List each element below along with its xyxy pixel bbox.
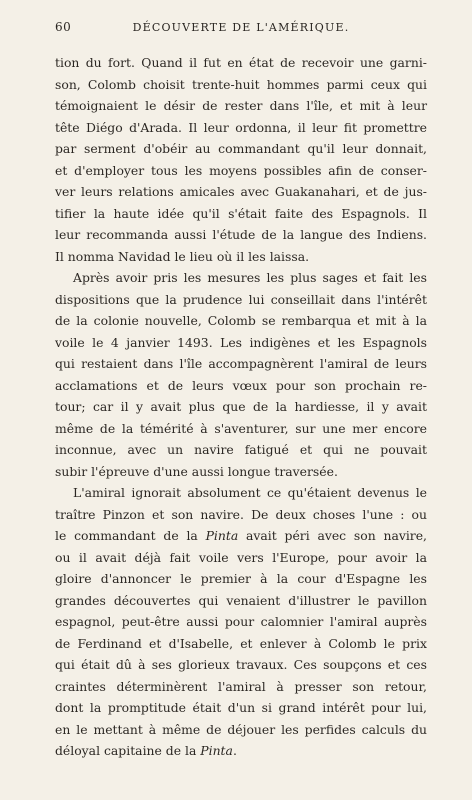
text-line (55, 740, 427, 762)
line-text: en le mettant à même de déjouer les perfides calculs du (55, 721, 427, 737)
line-text: qui restaient dans l'île accompagnèrent l'amiral de leurs (55, 356, 427, 371)
line-text: tête Diégo d'Arada. Il leur ordonna, il leur fit promettre (55, 119, 427, 135)
line-text: dont la promptitude était d'un si grand intérêt pour lui, (55, 700, 427, 715)
line-text: dispositions que la prudence lui conseillait dans l'intérêt (55, 291, 427, 307)
line-text: Il nomma Navidad le lieu où il les laissa. (55, 248, 310, 264)
text-line (55, 418, 427, 440)
line-text: voile le 4 janvier 1493. Les indigènes et les Espagnols (55, 334, 427, 350)
line-text: gloire d'annoncer le premier à la cour d'Espagne les (55, 571, 427, 586)
text-line (55, 52, 427, 74)
line-text: ver leurs relations amicales avec Guakanahari, et de jus- (55, 184, 427, 199)
text-line (55, 547, 427, 569)
page-number: 60 (55, 20, 72, 34)
line-text: acclamations et de leurs vœux pour son prochain re- (55, 377, 427, 393)
ship-name: Pinta (200, 743, 233, 758)
line-text: de la colonie nouvelle, Colomb se rembarqua et mit à la (55, 313, 427, 328)
line-text: avait péri avec son navire, (238, 528, 427, 543)
line-text: Après avoir pris les mesures les plus sages et fait les (73, 270, 427, 285)
line-text: tion du fort. Quand il fut en état de recevoir une garni- (55, 55, 427, 70)
text-line (55, 482, 427, 504)
paragraph (55, 267, 427, 482)
text-line (55, 353, 427, 375)
text-line (55, 504, 427, 526)
running-title: DÉCOUVERTE DE L'AMÉRIQUE. (132, 21, 350, 34)
text-line (55, 203, 427, 225)
text-line (55, 633, 427, 655)
line-text: déloyal capitaine de la (55, 743, 201, 758)
line-text: leur recommanda aussi l'étude de la langue des Indiens. (55, 227, 427, 242)
text-line (55, 95, 427, 117)
line-text: craintes déterminèrent l'amiral à presser son retour, (55, 678, 427, 694)
body-text (55, 52, 427, 762)
text-line (55, 396, 427, 418)
line-text: témoignaient le désir de rester dans l'île, et mit à leur (55, 98, 427, 113)
line-text: traître Pinzon et son navire. De deux choses l'une : ou (55, 506, 427, 522)
line-text: inconnue, avec un navire fatigué et qui ne pouvait (55, 442, 427, 457)
line-text: tifier la haute idée qu'il s'était faite des Espagnols. Il (55, 205, 427, 221)
line-text: ou il avait déjà fait voile vers l'Europe, pour avoir la (55, 549, 427, 565)
line-text: . (232, 743, 237, 758)
text-line (55, 525, 427, 547)
text-line (55, 375, 427, 397)
text-line (55, 246, 427, 268)
text-line (55, 181, 427, 203)
text-line (55, 654, 427, 676)
line-text: même de la témérité à s'aventurer, sur une mer encore (55, 420, 427, 436)
text-line (55, 611, 427, 633)
text-line (55, 267, 427, 289)
text-line (55, 310, 427, 332)
text-line (55, 697, 427, 719)
paragraph (55, 52, 427, 267)
line-text: tour; car il y avait plus que de la hardiesse, il y avait (55, 399, 427, 414)
line-text: le commandant de la (55, 528, 206, 543)
text-line (55, 332, 427, 354)
line-text: son, Colomb choisit trente-huit hommes parmi ceux qui (55, 76, 427, 92)
text-line (55, 719, 427, 741)
text-line (55, 117, 427, 139)
line-text: L'amiral ignorait absolument ce qu'étaient devenus le (73, 485, 427, 500)
ship-name: Pinta (205, 528, 239, 543)
text-line (55, 439, 427, 461)
paragraph (55, 482, 427, 762)
line-text: espagnol, peut-être aussi pour calomnier l'amiral auprès (55, 614, 427, 629)
page-header (55, 16, 427, 38)
line-text: de Ferdinand et d'Isabelle, et enlever à Colomb le prix (55, 635, 427, 651)
text-line (55, 160, 427, 182)
text-line (55, 138, 427, 160)
line-text: et d'employer tous les moyens possibles afin de conser- (55, 162, 427, 178)
text-line (55, 289, 427, 311)
line-text: grandes découvertes qui venaient d'illustrer le pavillon (55, 592, 427, 608)
text-line (55, 676, 427, 698)
line-text: subir l'épreuve d'une aussi longue traversée. (55, 463, 338, 479)
line-text: par serment d'obéir au commandant qu'il leur donnait, (55, 141, 427, 156)
text-line (55, 224, 427, 246)
text-line (55, 590, 427, 612)
text-line (55, 74, 427, 96)
text-line (55, 568, 427, 590)
text-line (55, 461, 427, 483)
line-text: qui était dû à ses glorieux travaux. Ces soupçons et ces (55, 657, 427, 672)
